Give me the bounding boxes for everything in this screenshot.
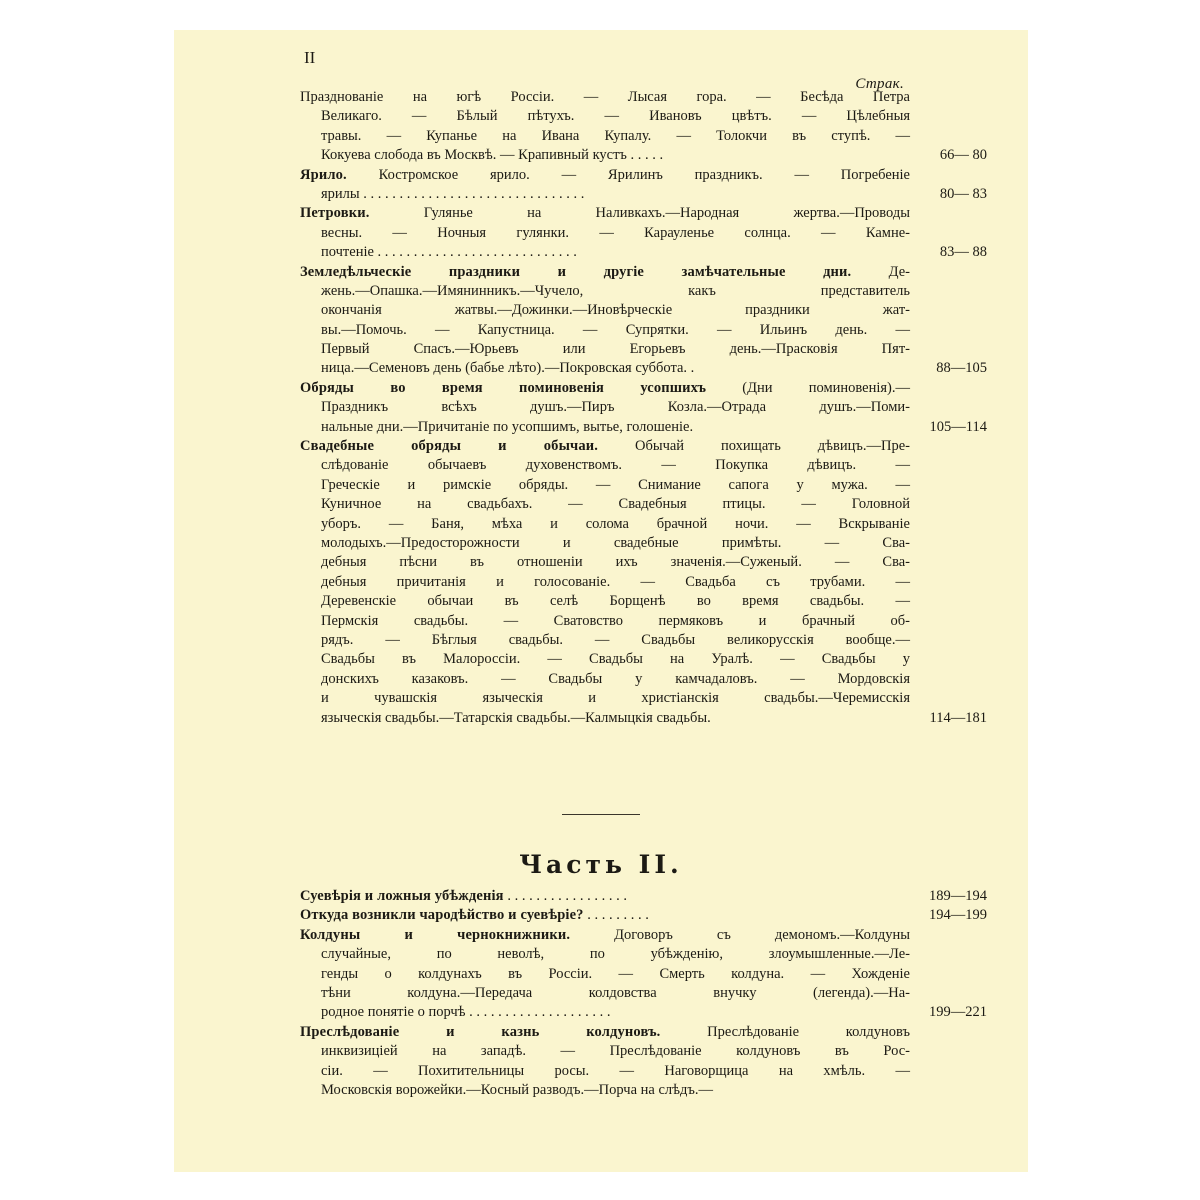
toc-text: Первый Спасъ.—Юрьевъ или Егорьевъ день.—Прасковія Пят- [321, 341, 910, 358]
toc-text: . . . . . . . . . [583, 907, 649, 924]
toc-line [300, 146, 910, 165]
toc-text: случайные, по неволѣ, по убѣжденію, злоумышленные.—Ле- [321, 946, 910, 963]
toc-entry [300, 437, 987, 728]
toc-line [300, 243, 910, 262]
toc-text: тѣни колдуна.—Передача колдовства внучку (легенда).—На- [321, 984, 910, 1001]
toc-heading: Свадебные обряды и обычаи. [300, 438, 599, 455]
toc-entry [300, 379, 987, 437]
toc-line [300, 456, 910, 475]
toc-heading: Откуда возникли чародѣйство и суевѣріе? [300, 907, 584, 924]
toc-text: вы.—Помочь. — Капустница. — Супрятки. — Ильинъ день. — [321, 321, 910, 338]
part-two-title: Часть II. [519, 850, 683, 879]
toc-page-range: 88—105 [936, 360, 987, 377]
toc-heading: Петровки. [300, 205, 370, 222]
toc-line [300, 984, 910, 1003]
contents-part-two [300, 887, 987, 1100]
toc-heading: Ярило. [300, 166, 347, 183]
toc-heading: Колдуны и чернокнижники. [300, 926, 571, 943]
toc-entry [300, 263, 987, 379]
toc-line [300, 127, 910, 146]
toc-text: Московскія ворожейки.—Косный разводъ.—Порча на слѣдъ.— [321, 1081, 713, 1098]
toc-page-range: 105—114 [929, 418, 987, 435]
toc-text: жень.—Опашка.—Имянинникъ.—Чучело, какъ представитель [321, 282, 910, 299]
toc-text: нальные дни.—Причитаніе по усопшимъ, вытье, голошеніе. [321, 418, 694, 435]
toc-text: почтеніе . . . . . . . . . . . . . . . . . . . . . . . . . . . . [321, 244, 577, 261]
toc-page-range: 189—194 [929, 888, 987, 904]
toc-line [300, 1081, 910, 1100]
toc-line [300, 379, 910, 398]
toc-heading: Обряды во время поминовенія усопшихъ [300, 379, 707, 396]
toc-text: ярилы . . . . . . . . . . . . . . . . . . . . . . . . . . . . . . . [321, 185, 585, 202]
toc-text: рядъ. — Бѣглыя свадьбы. — Свадьбы великорусскія вообще.— [321, 631, 910, 648]
toc-line [300, 495, 910, 514]
toc-entry [300, 166, 987, 205]
toc-text: и чувашскія языческія и христіанскія свадьбы.—Черемисскія [321, 690, 910, 707]
toc-line [300, 709, 910, 728]
toc-entry [300, 1023, 910, 1101]
toc-heading: Земледѣльческіе праздники и другіе замѣчательные дни. [300, 263, 852, 280]
page-column-label: Страк. [855, 76, 904, 92]
toc-text: . . . . . . . . . . . . . . . . . [503, 888, 627, 904]
toc-line [300, 945, 910, 964]
toc-line [300, 1003, 910, 1022]
toc-text: Гулянье на Наливкахъ.—Народная жертва.—Проводы [369, 205, 910, 222]
toc-text: Договоръ съ демономъ.—Колдуны [570, 926, 910, 943]
toc-line [300, 437, 910, 456]
toc-text: окончанія жатвы.—Дожинки.—Иновѣрческіе праздники жат- [321, 302, 910, 319]
toc-line [300, 359, 910, 378]
toc-page-range: 199—221 [929, 1004, 987, 1021]
toc-line [300, 592, 910, 611]
toc-entry [300, 926, 987, 1023]
toc-text: донскихъ казаковъ. — Свадьбы у камчадаловъ. — Мордовскія [321, 670, 910, 687]
toc-text: Куничное на свадьбахъ. — Свадебныя птицы. — Головной [321, 496, 910, 513]
toc-text: инквизиціей на западѣ. — Преслѣдованіе колдуновъ въ Рос- [321, 1043, 910, 1060]
book-page [174, 30, 1028, 1172]
toc-text: Свадьбы въ Малороссіи. — Свадьбы на Уралѣ. — Свадьбы у [321, 651, 910, 668]
toc-entry [300, 88, 987, 166]
toc-line [300, 1023, 910, 1042]
toc-line [300, 926, 910, 945]
toc-line [300, 650, 910, 669]
toc-line [300, 631, 910, 650]
toc-line [300, 88, 910, 107]
toc-line [300, 1042, 910, 1061]
toc-text: дебныя пѣсни въ отношеніи ихъ значенія.—Суженый. — Сва- [321, 554, 910, 571]
toc-text: Праздникъ всѣхъ душъ.—Пиръ Козла.—Отрада душъ.—Поми- [321, 399, 910, 416]
toc-line [300, 166, 910, 185]
toc-text: уборъ. — Баня, мѣха и солома брачной ночи. — Вскрываніе [321, 515, 910, 532]
toc-page-range: 194—199 [929, 907, 987, 924]
toc-line [300, 612, 910, 631]
toc-line [300, 670, 910, 689]
toc-text: молодыхъ.—Предосторожности и свадебные примѣты. — Сва- [321, 534, 910, 551]
toc-line [300, 185, 910, 204]
toc-line [300, 321, 910, 340]
toc-line [300, 204, 910, 223]
toc-page-range: 83— 88 [939, 244, 987, 261]
toc-text: ница.—Семеновъ день (бабье лѣто).—Покровская суббота. . [321, 360, 695, 377]
toc-line [300, 689, 910, 708]
toc-line [300, 965, 910, 984]
toc-text: генды о колдунахъ въ Россіи. — Смерть колдуна. — Хожденіе [321, 965, 910, 982]
section-divider [562, 814, 640, 815]
toc-text: дебныя причитанія и голосованіе. — Свадьба съ трубами. — [321, 573, 910, 590]
toc-line [300, 301, 910, 320]
toc-line [300, 887, 910, 906]
toc-line [300, 282, 910, 301]
toc-text: языческія свадьбы.—Татарскія свадьбы.—Калмыцкія свадьбы. [321, 709, 711, 726]
toc-line [300, 398, 910, 417]
toc-text: травы. — Купанье на Ивана Купалу. — Толокчи въ ступѣ. — [321, 127, 910, 144]
toc-text: Празднованіе на югѣ Россіи. — Лысая гора. — Бесѣда Петра [300, 89, 910, 105]
toc-page-range: 66— 80 [939, 147, 987, 164]
toc-line [300, 573, 910, 592]
toc-text: Костромское ярило. — Ярилинъ праздникъ. — Погребеніе [346, 166, 910, 183]
toc-line [300, 534, 910, 553]
toc-line [300, 515, 910, 534]
toc-line [300, 224, 910, 243]
toc-text: Кокуева слобода въ Москвѣ. — Крапивный кустъ . . . . . [321, 147, 664, 164]
toc-text: Преслѣдованіе колдуновъ [660, 1023, 910, 1040]
toc-text: сіи. — Похитительницы росы. — Наговорщица на хмѣль. — [321, 1062, 910, 1079]
toc-line [300, 476, 910, 495]
toc-text: весны. — Ночныя гулянки. — Карауленье солнца. — Камне- [321, 224, 910, 241]
contents-part-one [300, 88, 987, 728]
toc-text: родное понятіе о порчѣ . . . . . . . . . . . . . . . . . . . . [321, 1004, 611, 1021]
toc-line [300, 906, 910, 925]
toc-line [300, 1062, 910, 1081]
page-folio: II [304, 48, 316, 67]
toc-heading: Преслѣдованіе и казнь колдуновъ. [300, 1023, 661, 1040]
toc-text: слѣдованіе обычаевъ духовенствомъ. — Покупка дѣвицъ. — [321, 457, 910, 474]
toc-page-range: 114—181 [929, 709, 987, 726]
toc-line [300, 107, 910, 126]
toc-text: Де- [851, 263, 910, 280]
toc-line [300, 553, 910, 572]
toc-line [300, 263, 910, 282]
toc-text: Великаго. — Бѣлый пѣтухъ. — Ивановъ цвѣтъ. — Цѣлебныя [321, 108, 910, 125]
toc-text: Деревенскіе обычаи въ селѣ Борщенѣ во время свадьбы. — [321, 593, 910, 610]
toc-text: Греческіе и римскіе обряды. — Снимание сапога у мужа. — [321, 476, 910, 493]
toc-page-range: 80— 83 [939, 185, 987, 202]
toc-text: (Дни поминовенія).— [706, 379, 911, 396]
toc-entry [300, 906, 987, 925]
toc-line [300, 340, 910, 359]
toc-entry [300, 204, 987, 262]
toc-line [300, 418, 910, 437]
toc-entry [300, 887, 987, 906]
toc-text: Обычай похищать дѣвицъ.—Пре- [598, 438, 910, 455]
toc-text: Пермскія свадьбы. — Сватовство пермяковъ и брачный об- [321, 612, 910, 629]
toc-heading: Суевѣрія и ложныя убѣжденія [300, 888, 504, 904]
